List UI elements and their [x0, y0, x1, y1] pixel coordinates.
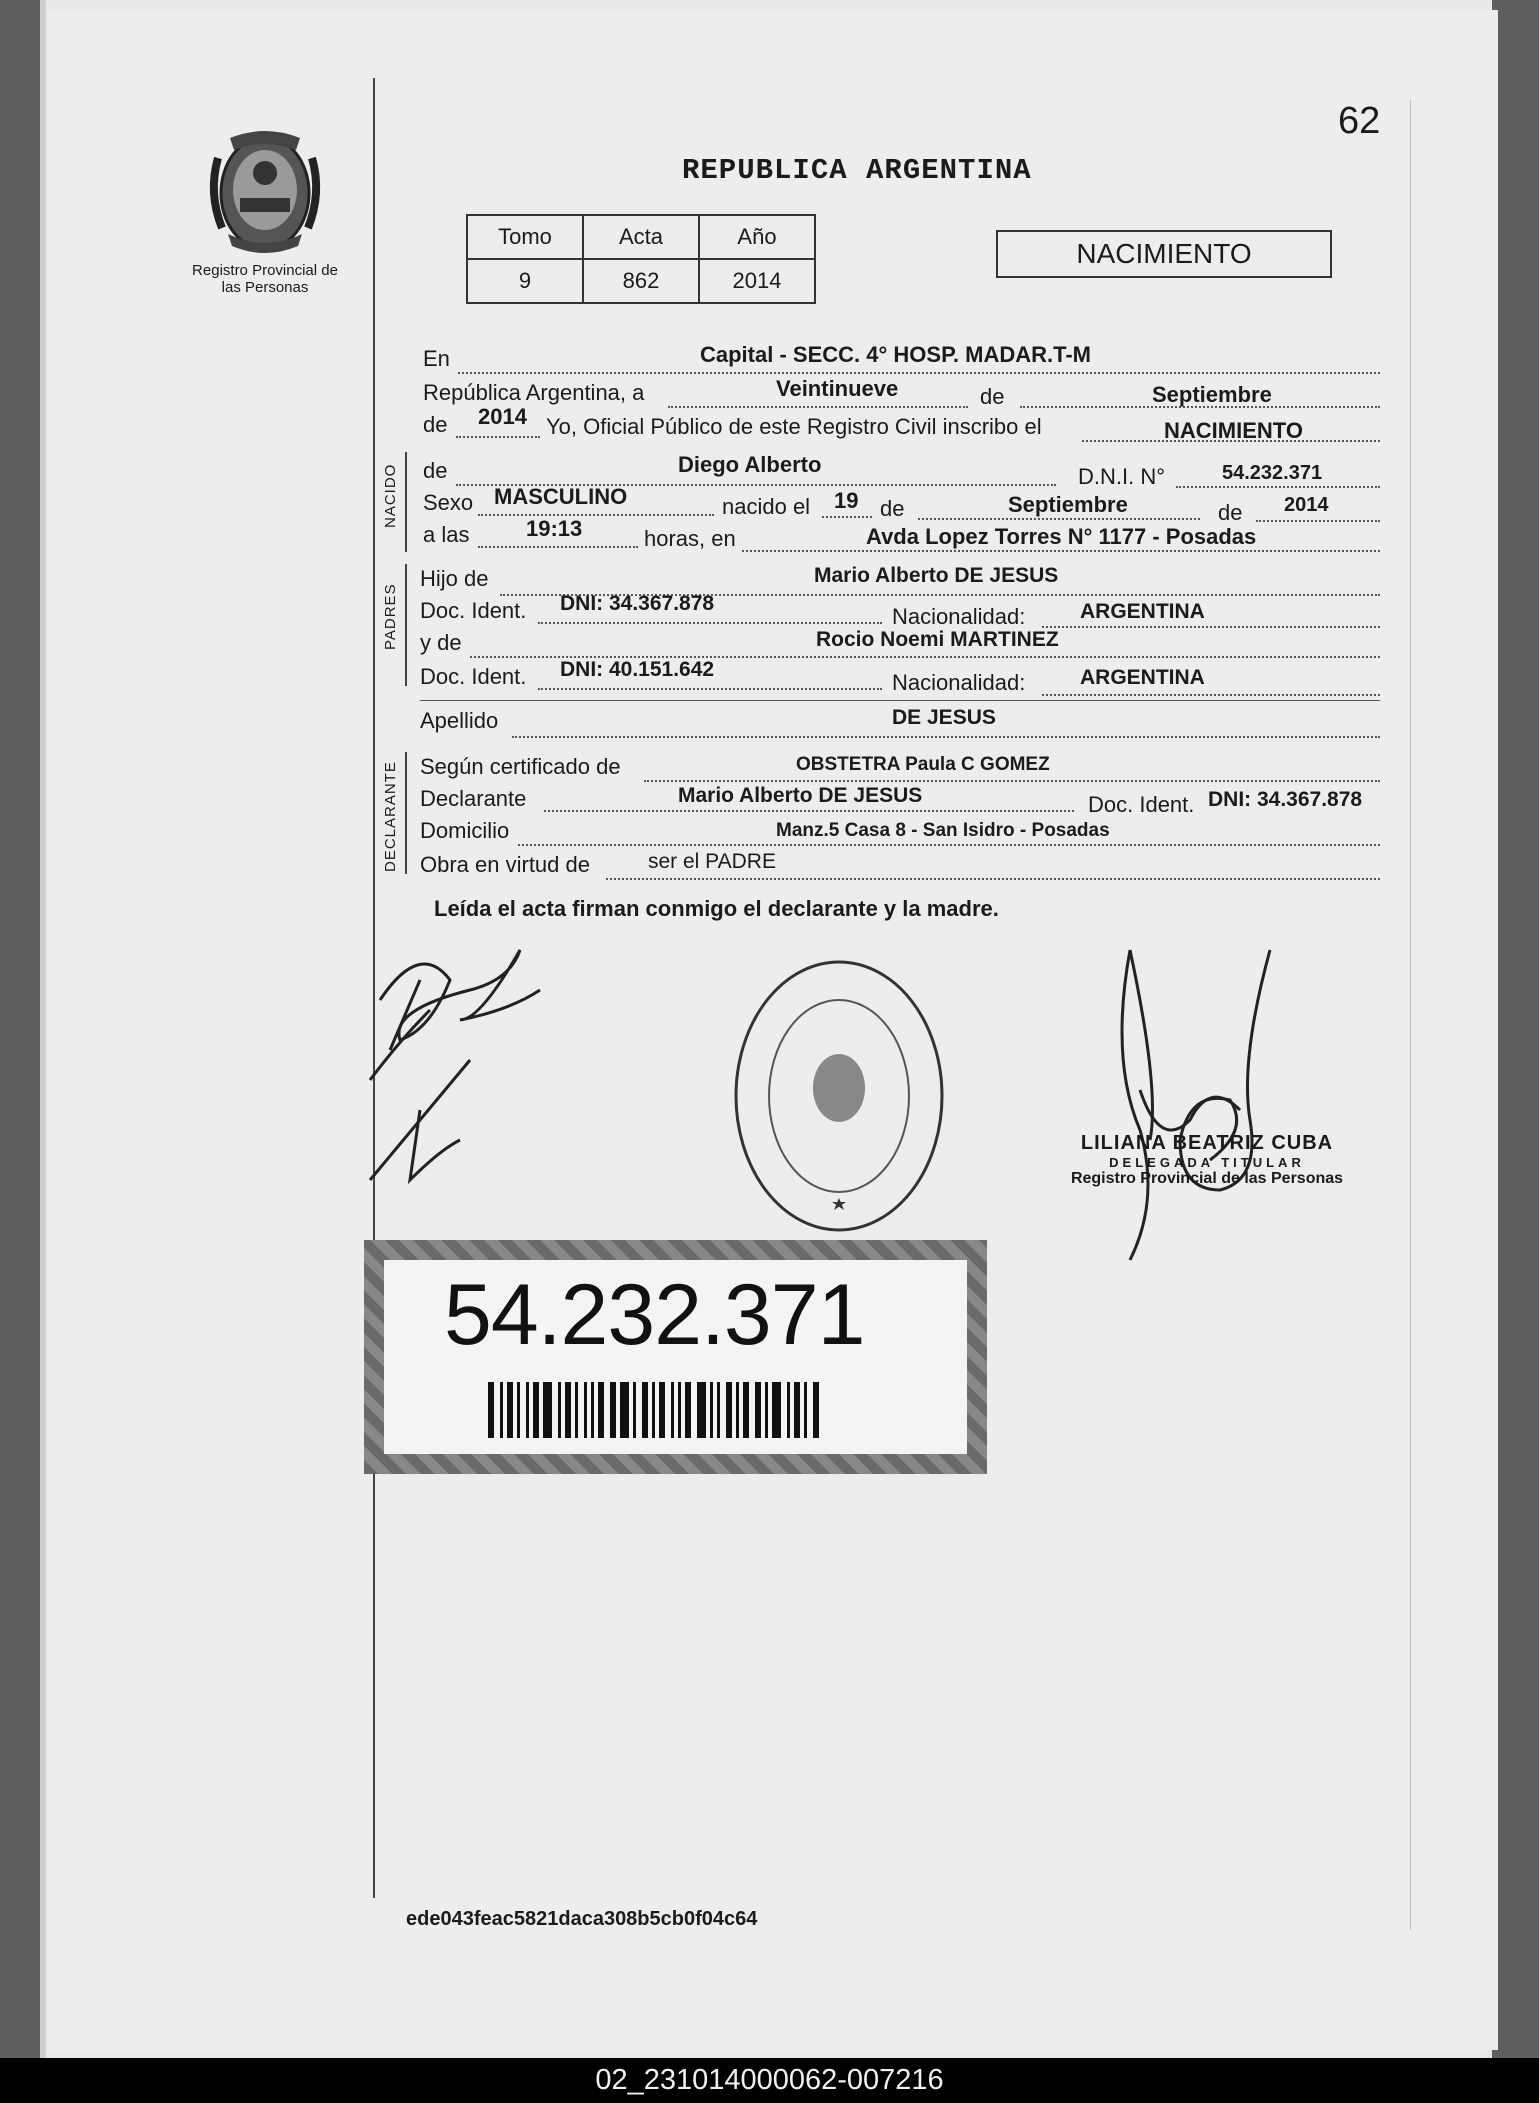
madre-value: Rocio Noemi MARTINEZ: [816, 628, 1059, 651]
delegada-signature-icon: [1100, 940, 1300, 1270]
declarante-signature-icon: [360, 920, 560, 1200]
dia-value: Veintinueve: [776, 376, 899, 401]
domicilio-label: Domicilio: [420, 818, 510, 843]
anio-acta-value: 2014: [478, 404, 527, 429]
republica-label: República Argentina, a: [423, 380, 645, 405]
nac-mes-value: Septiembre: [1008, 492, 1128, 517]
hora-value: 19:13: [526, 516, 583, 541]
inscribe-value: NACIMIENTO: [1164, 418, 1303, 443]
madre-nac-value: ARGENTINA: [1080, 666, 1205, 689]
dni-value: 54.232.371: [1222, 462, 1323, 484]
madre-doc-value: DNI: 40.151.642: [560, 658, 715, 681]
doc-ident2-label: Doc. Ident.: [420, 664, 527, 689]
nacido-el-label: nacido el: [722, 494, 811, 519]
acta-header: Acta: [583, 215, 699, 259]
tomo-acta-anio-table: [466, 214, 816, 304]
logo-caption: Registro Provincial de las Personas: [192, 262, 338, 296]
certificado-value: OBSTETRA Paula C GOMEZ: [796, 754, 1050, 775]
obra-value: ser el PADRE: [648, 850, 776, 873]
yo-label: Yo, Oficial Público de este Registro Civil inscribo el: [546, 414, 1042, 439]
domicilio-value: Manz.5 Casa 8 - San Isidro - Posadas: [776, 820, 1110, 841]
provincia-misiones-crest-icon: [200, 128, 330, 258]
page-number: 62: [1338, 100, 1381, 142]
closing-statement: Leída el acta firman conmigo el declarante y la madre.: [434, 896, 999, 921]
lugar-nac-value: Avda Lopez Torres N° 1177 - Posadas: [866, 524, 1257, 549]
lugar-value: Capital - SECC. 4° HOSP. MADAR.T-M: [700, 342, 1091, 367]
doc-ident3-label: Doc. Ident.: [1088, 792, 1195, 817]
acta-value: 862: [583, 259, 699, 303]
dni-sticker: [364, 1240, 987, 1474]
anio-header: Año: [699, 215, 815, 259]
de-label: de: [980, 384, 1005, 409]
padre-nac-value: ARGENTINA: [1080, 600, 1205, 623]
segun-label: Según certificado de: [420, 754, 621, 779]
anio-value: 2014: [699, 259, 815, 303]
nacido-de-label: de: [423, 458, 448, 483]
sexo-value: MASCULINO: [494, 484, 628, 509]
tomo-header: Tomo: [467, 215, 583, 259]
de2-label: de: [423, 412, 448, 437]
obra-label: Obra en virtud de: [420, 852, 590, 877]
mes-value: Septiembre: [1152, 382, 1272, 407]
right-margin-rule: [1410, 100, 1411, 1930]
hijo-de-label: Hijo de: [420, 566, 489, 591]
declarante-value: Mario Alberto DE JESUS: [678, 784, 923, 807]
apellido-value: DE JESUS: [892, 706, 996, 729]
delegada-name: LILIANA BEATRIZ CUBA: [1080, 1132, 1334, 1154]
padre-value: Mario Alberto DE JESUS: [814, 564, 1059, 587]
dni-label: D.N.I. N°: [1078, 464, 1166, 489]
declarante-doc-value: DNI: 34.367.878: [1208, 788, 1363, 811]
nacionalidad2-label: Nacionalidad:: [892, 670, 1026, 695]
image-footer-id: 02_231014000062-007216: [0, 2058, 1539, 2103]
padre-doc-value: DNI: 34.367.878: [560, 592, 715, 615]
document-title: REPUBLICA ARGENTINA: [682, 154, 1032, 187]
en-label: En: [423, 346, 450, 371]
declarante-label: Declarante: [420, 786, 527, 811]
document-hash: ede043feac5821daca308b5cb0f04c64: [406, 1908, 758, 1930]
nac-anio-value: 2014: [1284, 494, 1329, 516]
barcode-icon: [488, 1382, 868, 1438]
nac-dia-value: 19: [834, 488, 859, 513]
horas-label: horas, en: [644, 526, 736, 551]
doc-ident-label: Doc. Ident.: [420, 598, 527, 623]
nacido-side-label: NACIDO: [382, 463, 399, 528]
delegada-role: DELEGADA TITULAR: [1109, 1155, 1305, 1170]
declarante-side-label: DECLARANTE: [382, 761, 399, 872]
registro-seal-icon: [732, 958, 946, 1234]
y-de-label: y de: [420, 630, 462, 655]
sexo-label: Sexo: [423, 490, 474, 515]
acta-type-box: NACIMIENTO: [996, 230, 1332, 278]
padres-side-label: PADRES: [382, 583, 399, 650]
tomo-value: 9: [467, 259, 583, 303]
nombre-value: Diego Alberto: [678, 452, 822, 477]
de4-label: de: [1218, 500, 1243, 525]
delegada-org: Registro Provincial de las Personas: [1070, 1170, 1344, 1187]
de3-label: de: [880, 496, 905, 521]
nacionalidad-label: Nacionalidad:: [892, 604, 1026, 629]
apellido-label: Apellido: [420, 708, 499, 733]
sticker-number: 54.232.371: [444, 1267, 865, 1363]
delegada-stamp: [1052, 1132, 1362, 1188]
a-las-label: a las: [423, 522, 470, 547]
